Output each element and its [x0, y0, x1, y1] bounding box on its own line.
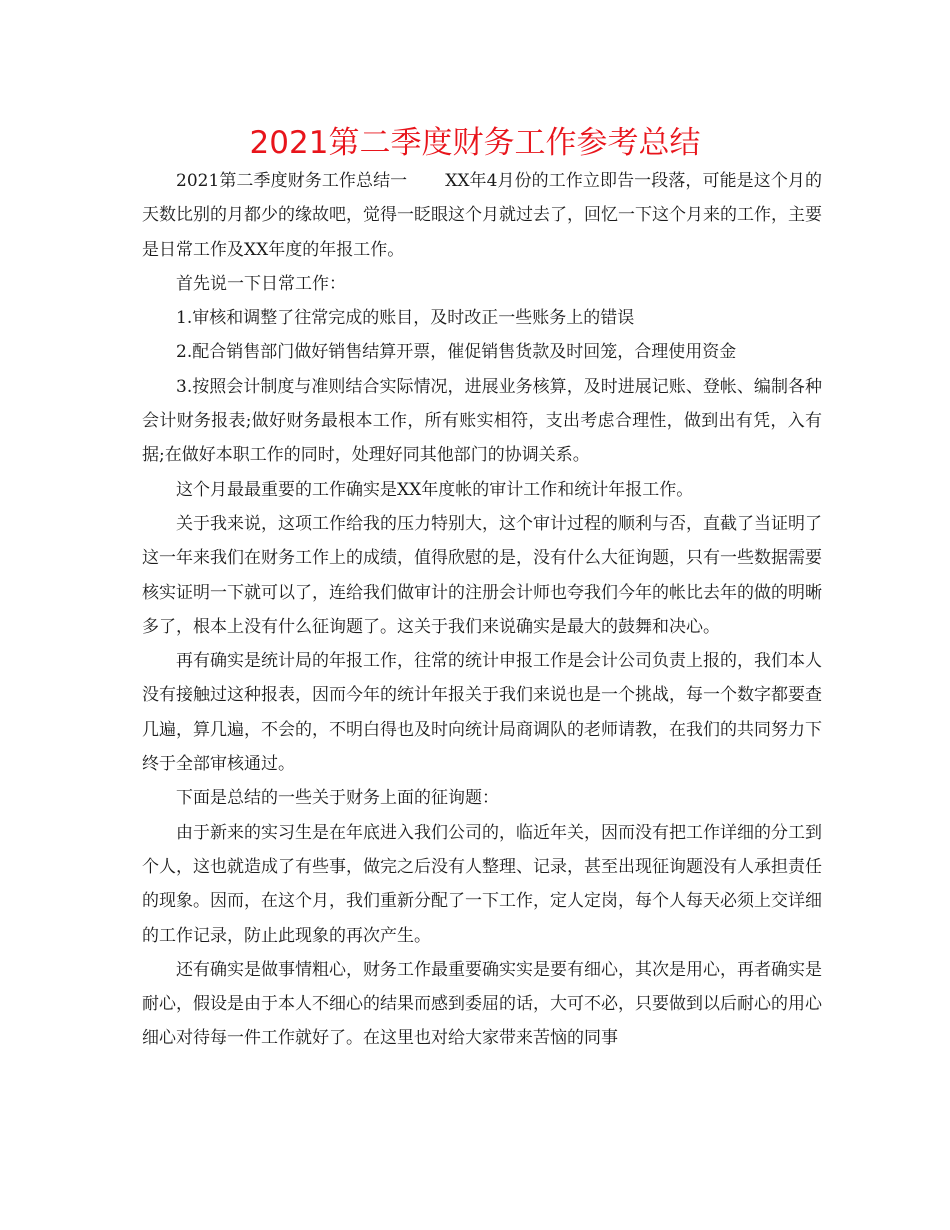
- paragraph: 下面是总结的一些关于财务上面的征询题：: [176, 788, 499, 809]
- paragraph: 2.配合销售部门做好销售结算开票，催促销售货款及时回笼，合理使用资金: [176, 342, 737, 363]
- document-body: [142, 164, 822, 1056]
- paragraph: 关于我来说，这项工作给我的压力特别大，这个审计过程的顺利与否，直截了当证明了这一年来我们在财务工作上的成绩，值得欣慰的是，没有什么大征询题，只有一些数据需要核实证明一下就可以了，连给我们做审计的注册会计师也夸我们今年的帐比去年的做的明晰多了，根本上没有什么征询题了。这关于我们来说确实是最大的鼓舞和决心。: [142, 513, 822, 637]
- paragraph: 这个月最最重要的工作确实是XX年度帐的审计工作和统计年报工作。: [176, 479, 694, 500]
- paragraph-text: XX年4月份的工作立即告一段落，可能是这个月的天数比别的月都少的缘故吧，觉得一眨眼这个月就过去了，回忆一下这个月来的工作，主要是日常工作及XX年度的年报工作。: [142, 171, 822, 260]
- document-title: 2021第二季度财务工作参考总结: [249, 125, 701, 161]
- paragraph: 还有确实是做事情粗心，财务工作最重要确实实是要有细心，其次是用心，再者确实是耐心，假设是由于本人不细心的结果而感到委屈的话，大可不必，只要做到以后耐心的用心细心对待每一件工作就好了。在这里也对给大家带来苦恼的同事: [142, 959, 822, 1049]
- paragraph: 3.按照会计制度与准则结合实际情况，进展业务核算，及时进展记账、登帐、编制各种会计财务报表;做好财务最根本工作，所有账实相符，支出考虑合理性，做到出有凭，入有据;在做好本职工作的同时，处理好同其他部门的协调关系。: [142, 376, 822, 466]
- paragraph: 首先说一下日常工作：: [176, 273, 346, 294]
- paragraph: 再有确实是统计局的年报工作，往常的统计申报工作是会计公司负责上报的，我们本人没有接触过这种报表，因而今年的统计年报关于我们来说也是一个挑战，每一个数字都要查几遍，算几遍，不会的，不明白得也及时向统计局商调队的老师请教，在我们的共同努力下终于全部审核通过。: [142, 651, 822, 775]
- paragraph-intro: [142, 164, 822, 267]
- inline-subtitle: 2021第二季度财务工作总结一: [176, 171, 408, 191]
- paragraph: 由于新来的实习生是在年底进入我们公司的，临近年关，因而没有把工作详细的分工到个人，这也就造成了有些事，做完之后没有人整理、记录，甚至出现征询题没有人承担责任的现象。因而，在这个月，我们重新分配了一下工作，定人定岗，每个人每天必须上交详细的工作记录，防止此现象的再次产生。: [142, 822, 822, 946]
- paragraph: 1.审核和调整了往常完成的账目，及时改正一些账务上的错误: [176, 308, 635, 329]
